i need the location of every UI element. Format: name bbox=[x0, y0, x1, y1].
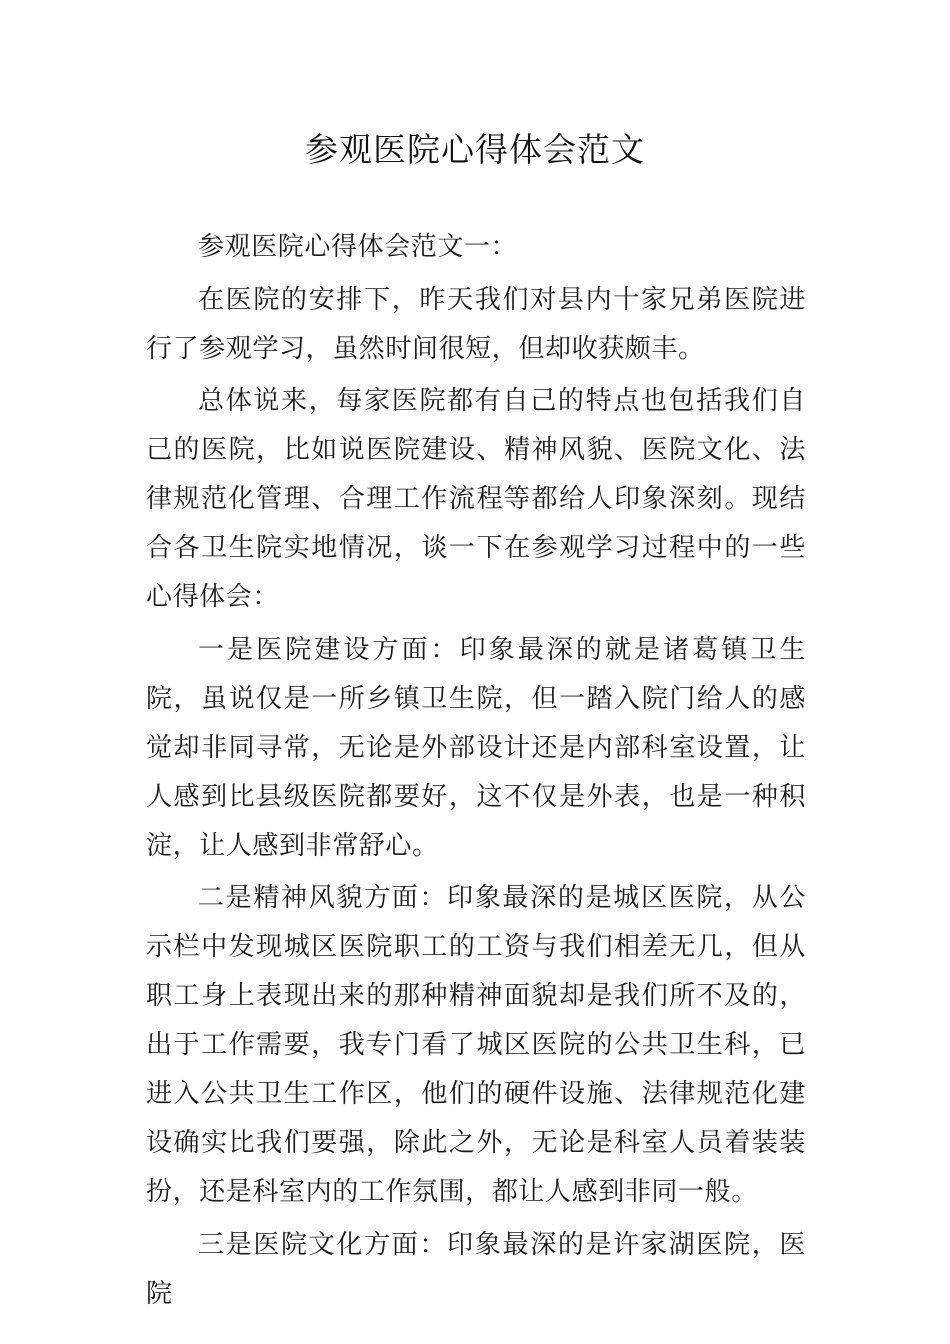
paragraph-spirit-appearance: 二是精神风貌方面：印象最深的是城区医院，从公示栏中发现城区医院职工的工资与我们相差无几，但从职工身上表现出来的那种精神面貌却是我们所不及的，出于工作需要，我专门看了城区医院的公共卫生科，已进入公共卫生工作区，他们的硬件设施、法律规范化建设确实比我们要强，除此之外，无论是科室人员着装装扮，还是科室内的工作氛围，都让人感到非同一般。 bbox=[146, 883, 806, 1207]
document-body bbox=[146, 223, 806, 1322]
paragraph-hospital-culture: 三是医院文化方面：印象最深的是许家湖医院，医院 bbox=[146, 1229, 806, 1309]
paragraph-intro-heading: 参观医院心得体会范文一： bbox=[198, 232, 518, 262]
document-title: 参观医院心得体会范文 bbox=[305, 130, 645, 169]
paragraph-visit-summary: 在医院的安排下，昨天我们对县内十家兄弟医院进行了参观学习，虽然时间很短，但却收获颇丰。 bbox=[146, 284, 806, 364]
paragraph-overall-impression: 总体说来，每家医院都有自己的特点也包括我们自己的医院，比如说医院建设、精神风貌、医院文化、法律规范化管理、合理工作流程等都给人印象深刻。现结合各卫生院实地情况，谈一下在参观学习过程中的一些心得体会： bbox=[146, 386, 806, 612]
paragraph-hospital-construction: 一是医院建设方面：印象最深的就是诸葛镇卫生院，虽说仅是一所乡镇卫生院，但一踏入院门给人的感觉却非同寻常，无论是外部设计还是内部科室设置，让人感到比县级医院都要好，这不仅是外表，也是一种积淀，让人感到非常舒心。 bbox=[146, 634, 806, 861]
